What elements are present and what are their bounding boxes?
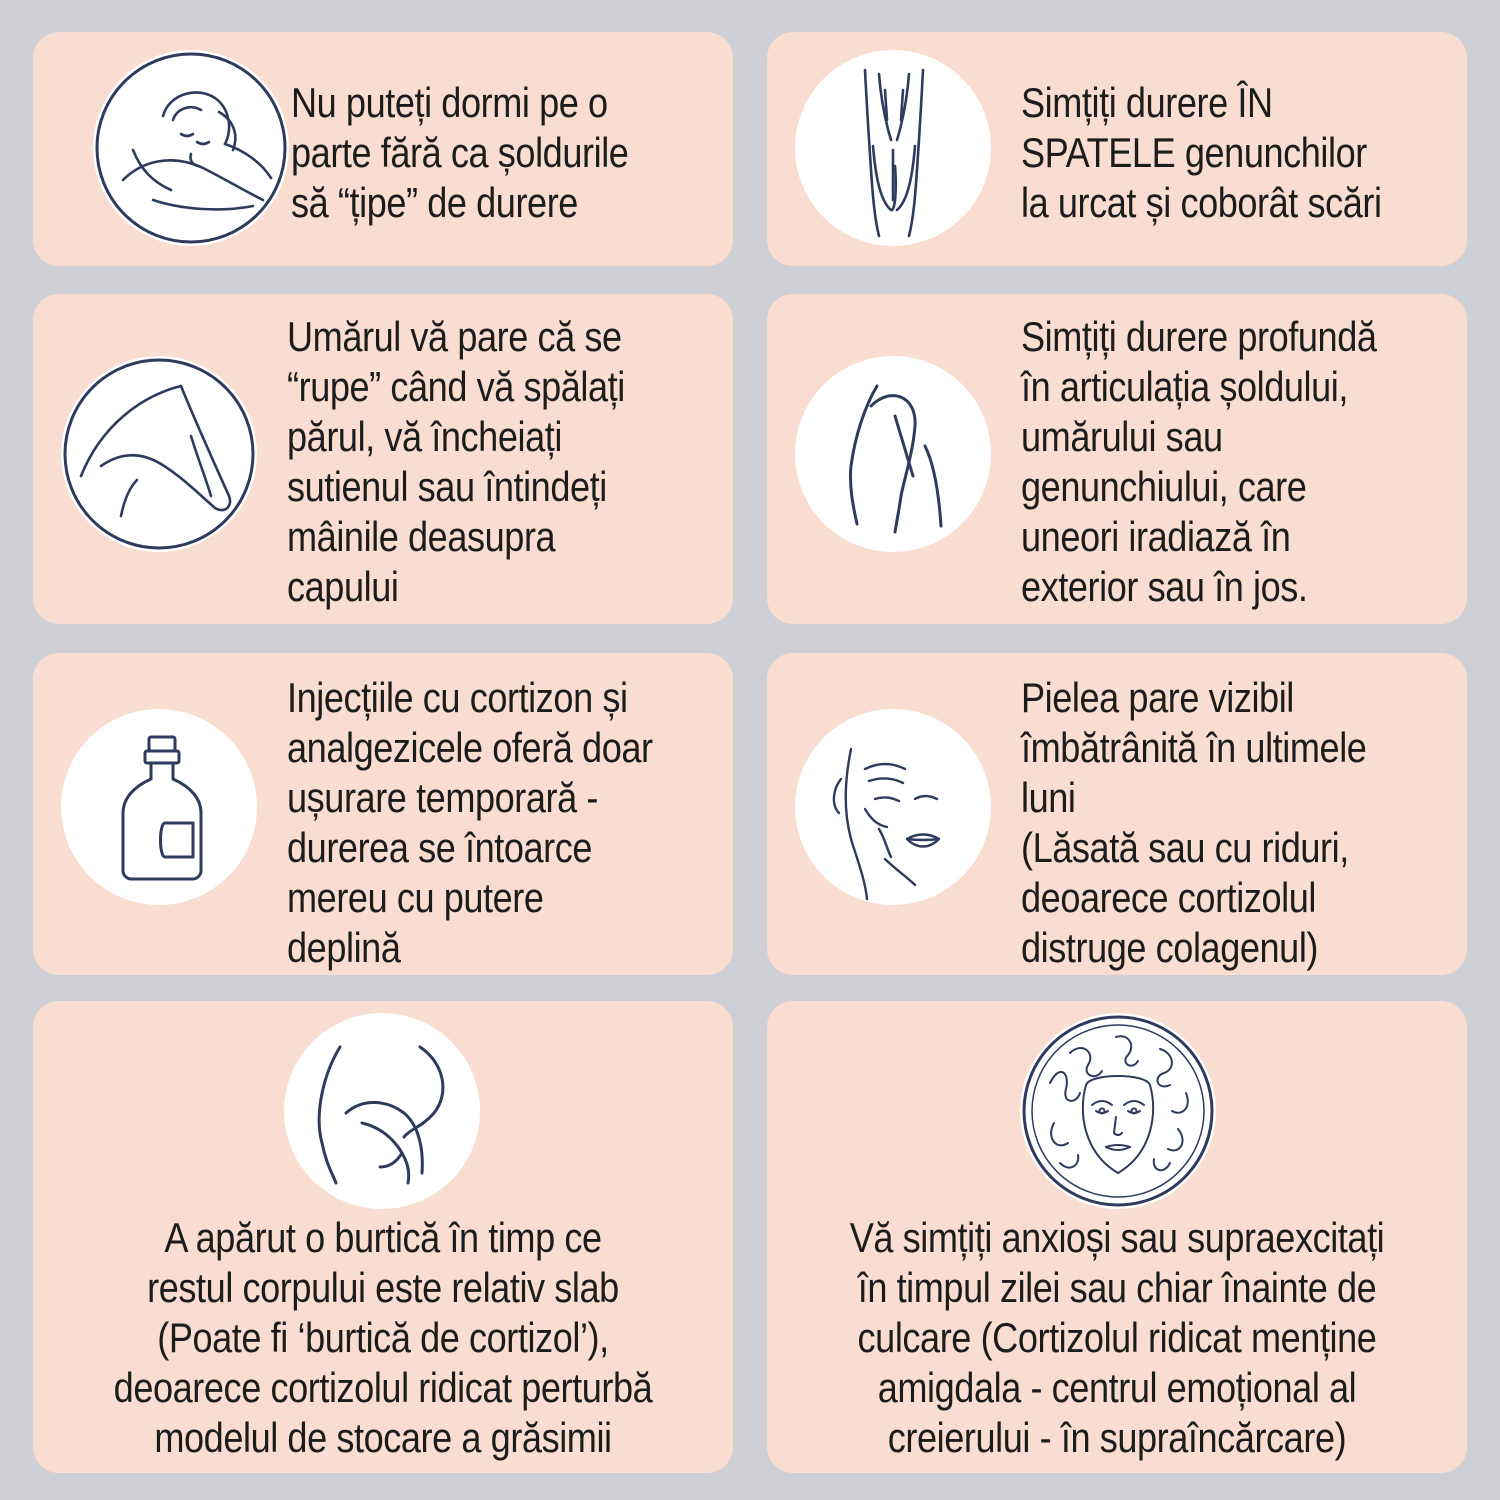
shoulder-icon: [61, 356, 257, 552]
symptom-text: Vă simțiți anxioși sau supraexcitați în timpul zilei sau chiar înainte de culcare (Cortizolul ridicat menține amigdala - centrul emoțional al creierului - în supraîncărcare): [849, 1214, 1385, 1461]
medicine-bottle-icon: [61, 709, 257, 905]
symptom-text: Pielea pare vizibil îmbătrânită în ultimele luni (Lăsată sau cu riduri, deoarece cortizolul distruge colagenul): [1021, 674, 1367, 971]
belly-icon: [284, 1013, 480, 1209]
symptom-text: Nu puteți dormi pe o parte fără ca șoldurile să “țipe” de durere: [291, 79, 629, 226]
symptom-text: Simțiți durere ÎN SPATELE genunchilor la urcat și coborât scări: [1021, 79, 1382, 226]
symptom-card-skin-aging: [767, 653, 1467, 975]
symptom-card-cortisone: [33, 653, 733, 975]
symptom-text: Simțiți durere profundă în articulația șoldului, umărului sau genunchiului, care uneori iradiază în exterior sau în jos.: [1021, 313, 1377, 610]
symptom-card-hip-sleep: [33, 32, 733, 266]
medusa-head-icon: [1020, 1013, 1216, 1209]
hip-leg-icon: [795, 356, 991, 552]
symptom-card-belly: [33, 1001, 733, 1473]
symptom-card-shoulder: [33, 294, 733, 624]
symptom-text: Injecțiile cu cortizon și analgezicele oferă doar ușurare temporară - durerea se întoarce mereu cu putere deplină: [287, 674, 653, 971]
sleeping-woman-icon: [93, 50, 289, 246]
aging-face-icon: [795, 709, 991, 905]
symptom-text: Umărul vă pare că se “rupe” când vă spălați părul, vă încheiați sutienul sau întindeți mâinile deasupra capului: [287, 313, 625, 610]
symptom-card-joint-pain: [767, 294, 1467, 624]
knees-back-icon: [795, 50, 991, 246]
symptom-text: A apărut o burtică în timp ce restul corpului este relativ slab (Poate fi ‘burtică de cortizol’), deoarece cortizolul ridicat perturbă modelul de stocare a grăsimii: [113, 1214, 653, 1461]
symptom-card-anxiety: [767, 1001, 1467, 1473]
symptom-card-knee-pain: [767, 32, 1467, 266]
